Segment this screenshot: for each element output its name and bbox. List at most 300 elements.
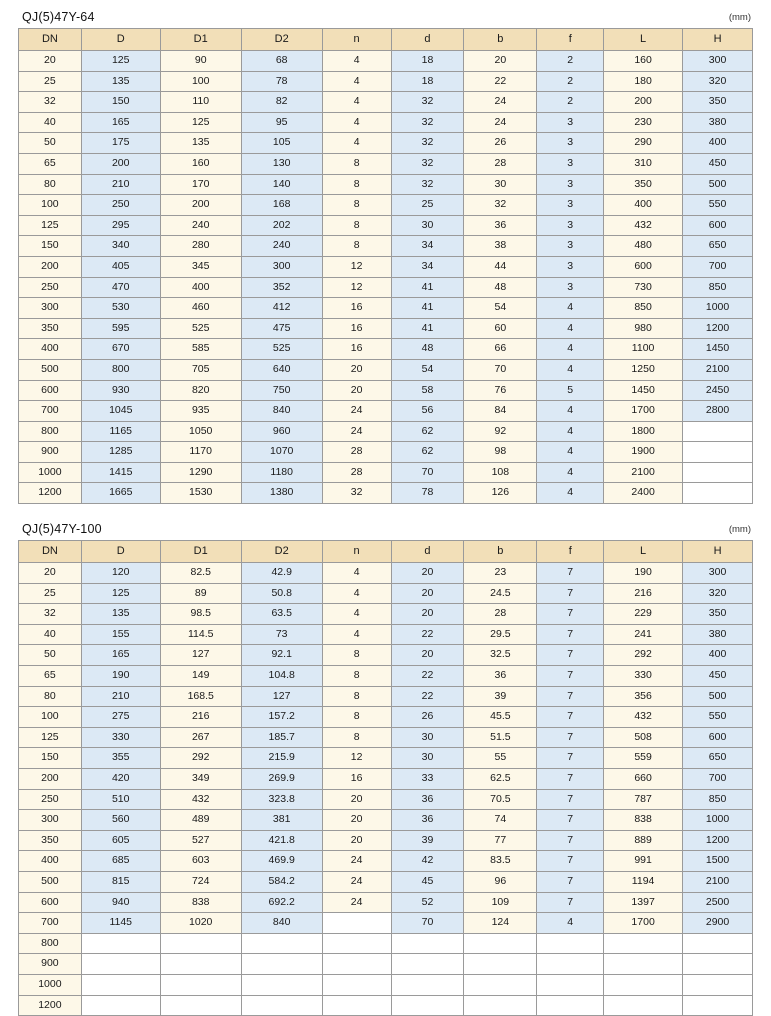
table-cell: 73 — [241, 624, 322, 645]
table-cell: 125 — [160, 112, 241, 133]
table-cell: 2 — [537, 92, 604, 113]
table-row — [19, 933, 753, 954]
table-cell: 82 — [241, 92, 322, 113]
table-cell: 4 — [322, 92, 391, 113]
table-cell: 4 — [322, 583, 391, 604]
table-cell: 489 — [160, 810, 241, 831]
table-cell: 7 — [537, 624, 604, 645]
table-cell: 50.8 — [241, 583, 322, 604]
table-cell: 3 — [537, 256, 604, 277]
table-cell — [391, 974, 464, 995]
row-dn-cell: 800 — [19, 933, 82, 954]
table-cell: 323.8 — [241, 789, 322, 810]
table-cell: 7 — [537, 789, 604, 810]
table-cell: 135 — [81, 604, 160, 625]
table-cell: 83.5 — [464, 851, 537, 872]
table-row — [19, 892, 753, 913]
row-dn-cell: 500 — [19, 871, 82, 892]
table-cell: 185.7 — [241, 727, 322, 748]
table-cell: 33 — [391, 769, 464, 790]
table-cell: 2 — [537, 51, 604, 72]
table-cell: 450 — [683, 666, 753, 687]
section-header-64 — [18, 10, 753, 28]
table-cell — [81, 974, 160, 995]
table-cell: 4 — [537, 483, 604, 504]
table-cell: 98 — [464, 442, 537, 463]
table-cell: 63.5 — [241, 604, 322, 625]
table-cell: 292 — [160, 748, 241, 769]
table-cell: 8 — [322, 236, 391, 257]
table-cell — [464, 995, 537, 1016]
table-cell: 18 — [391, 51, 464, 72]
table-cell: 110 — [160, 92, 241, 113]
table-cell — [537, 995, 604, 1016]
table-cell: 7 — [537, 686, 604, 707]
table-cell — [604, 974, 683, 995]
table-cell: 180 — [604, 71, 683, 92]
table-cell: 320 — [683, 583, 753, 604]
table-row — [19, 810, 753, 831]
table-cell: 170 — [160, 174, 241, 195]
row-dn-cell: 80 — [19, 686, 82, 707]
table-cell: 1800 — [604, 421, 683, 442]
table-cell: 20 — [391, 645, 464, 666]
table-cell: 3 — [537, 195, 604, 216]
table-cell: 36 — [391, 789, 464, 810]
table-cell: 140 — [241, 174, 322, 195]
table-cell: 420 — [81, 769, 160, 790]
table-cell: 34 — [391, 236, 464, 257]
table-body-64 — [19, 51, 753, 504]
table-cell: 22 — [391, 686, 464, 707]
table-cell: 560 — [81, 810, 160, 831]
row-dn-cell: 50 — [19, 645, 82, 666]
table-row — [19, 624, 753, 645]
column-header: f — [537, 541, 604, 563]
table-cell: 120 — [81, 563, 160, 584]
table-cell — [683, 462, 753, 483]
table-cell: 20 — [322, 789, 391, 810]
table-cell: 2450 — [683, 380, 753, 401]
table-cell: 400 — [160, 277, 241, 298]
table-cell: 4 — [537, 318, 604, 339]
table-cell: 216 — [604, 583, 683, 604]
table-cell: 4 — [322, 51, 391, 72]
table-cell: 8 — [322, 727, 391, 748]
table-cell: 70 — [391, 462, 464, 483]
table-cell: 41 — [391, 277, 464, 298]
table-cell: 730 — [604, 277, 683, 298]
table-row — [19, 769, 753, 790]
column-header: L — [604, 29, 683, 51]
table-cell: 20 — [391, 563, 464, 584]
row-dn-cell: 25 — [19, 71, 82, 92]
row-dn-cell: 400 — [19, 339, 82, 360]
table-cell: 70.5 — [464, 789, 537, 810]
table-row — [19, 748, 753, 769]
table-cell: 20 — [322, 830, 391, 851]
table-cell: 705 — [160, 359, 241, 380]
table-cell: 20 — [391, 583, 464, 604]
table-head — [19, 29, 753, 51]
row-dn-cell: 900 — [19, 442, 82, 463]
table-cell: 380 — [683, 624, 753, 645]
table-cell: 39 — [391, 830, 464, 851]
column-header: n — [322, 29, 391, 51]
table-cell: 2100 — [683, 871, 753, 892]
table-cell: 5 — [537, 380, 604, 401]
table-cell: 74 — [464, 810, 537, 831]
table-cell — [604, 933, 683, 954]
table-cell: 20 — [322, 380, 391, 401]
table-cell: 96 — [464, 871, 537, 892]
table-head — [19, 541, 753, 563]
table-cell: 8 — [322, 195, 391, 216]
table-cell: 480 — [604, 236, 683, 257]
row-dn-cell: 150 — [19, 236, 82, 257]
table-cell: 2900 — [683, 913, 753, 934]
table-cell: 104.8 — [241, 666, 322, 687]
table-cell — [683, 421, 753, 442]
table-cell: 68 — [241, 51, 322, 72]
row-dn-cell: 100 — [19, 707, 82, 728]
table-cell: 135 — [81, 71, 160, 92]
row-dn-cell: 40 — [19, 624, 82, 645]
table-cell: 500 — [683, 174, 753, 195]
table-cell: 432 — [604, 707, 683, 728]
table-cell: 1415 — [81, 462, 160, 483]
table-row — [19, 92, 753, 113]
table-cell: 160 — [160, 153, 241, 174]
table-cell — [604, 954, 683, 975]
table-cell — [322, 954, 391, 975]
table-cell: 16 — [322, 769, 391, 790]
table-cell: 125 — [81, 583, 160, 604]
section-title-64: QJ(5)47Y-64 — [22, 10, 95, 24]
table-cell — [537, 954, 604, 975]
table-cell: 4 — [322, 112, 391, 133]
table-cell: 530 — [81, 298, 160, 319]
table-cell: 51.5 — [464, 727, 537, 748]
row-dn-cell: 600 — [19, 892, 82, 913]
table-cell: 280 — [160, 236, 241, 257]
table-cell: 16 — [322, 339, 391, 360]
table-cell: 1380 — [241, 483, 322, 504]
table-cell: 114.5 — [160, 624, 241, 645]
row-dn-cell: 700 — [19, 401, 82, 422]
table-cell: 2100 — [604, 462, 683, 483]
unit-note-64: (mm) — [728, 12, 751, 23]
table-cell: 595 — [81, 318, 160, 339]
column-header: H — [683, 29, 753, 51]
table-cell: 36 — [391, 810, 464, 831]
table-cell: 840 — [241, 913, 322, 934]
table-cell: 527 — [160, 830, 241, 851]
table-cell: 200 — [160, 195, 241, 216]
table-cell: 600 — [604, 256, 683, 277]
table-cell: 4 — [537, 401, 604, 422]
table-cell: 381 — [241, 810, 322, 831]
table-cell: 4 — [537, 298, 604, 319]
table-cell: 4 — [537, 462, 604, 483]
table-cell: 70 — [464, 359, 537, 380]
table-cell: 48 — [391, 339, 464, 360]
table-row — [19, 112, 753, 133]
table-cell: 320 — [683, 71, 753, 92]
table-cell: 149 — [160, 666, 241, 687]
table-cell: 70 — [391, 913, 464, 934]
table-row — [19, 71, 753, 92]
table-row — [19, 604, 753, 625]
table-cell: 3 — [537, 112, 604, 133]
table-cell: 32 — [391, 153, 464, 174]
table-cell: 815 — [81, 871, 160, 892]
table-cell: 600 — [683, 727, 753, 748]
table-cell: 36 — [464, 215, 537, 236]
row-dn-cell: 32 — [19, 92, 82, 113]
table-cell: 8 — [322, 215, 391, 236]
table-cell: 24 — [322, 401, 391, 422]
table-cell: 92.1 — [241, 645, 322, 666]
table-cell: 525 — [241, 339, 322, 360]
table-cell: 16 — [322, 318, 391, 339]
table-row — [19, 277, 753, 298]
row-dn-cell: 800 — [19, 421, 82, 442]
table-cell: 510 — [81, 789, 160, 810]
table-cell: 230 — [604, 112, 683, 133]
table-cell: 126 — [464, 483, 537, 504]
table-cell: 3 — [537, 236, 604, 257]
table-cell — [537, 933, 604, 954]
table-row — [19, 727, 753, 748]
table-cell: 350 — [604, 174, 683, 195]
table-row — [19, 401, 753, 422]
table-cell: 135 — [160, 133, 241, 154]
table-cell: 3 — [537, 153, 604, 174]
table-cell: 124 — [464, 913, 537, 934]
table-cell — [160, 933, 241, 954]
table-cell: 692.2 — [241, 892, 322, 913]
table-cell — [322, 933, 391, 954]
table-row — [19, 298, 753, 319]
table-cell: 670 — [81, 339, 160, 360]
table-cell: 1290 — [160, 462, 241, 483]
table-cell — [81, 995, 160, 1016]
table-cell — [160, 974, 241, 995]
table-cell: 62.5 — [464, 769, 537, 790]
spec-section-64 — [18, 10, 753, 504]
table-cell: 24 — [464, 92, 537, 113]
table-cell: 600 — [683, 215, 753, 236]
table-cell: 660 — [604, 769, 683, 790]
table-cell: 350 — [683, 604, 753, 625]
table-cell: 1170 — [160, 442, 241, 463]
row-dn-cell: 65 — [19, 153, 82, 174]
table-cell: 32 — [391, 92, 464, 113]
table-cell: 300 — [683, 563, 753, 584]
column-header: b — [464, 29, 537, 51]
column-header: f — [537, 29, 604, 51]
table-cell — [391, 933, 464, 954]
table-row — [19, 215, 753, 236]
table-cell: 210 — [81, 686, 160, 707]
table-cell: 500 — [683, 686, 753, 707]
table-row — [19, 645, 753, 666]
row-dn-cell: 300 — [19, 298, 82, 319]
table-cell: 838 — [160, 892, 241, 913]
table-cell: 32 — [391, 174, 464, 195]
table-cell: 940 — [81, 892, 160, 913]
table-cell: 12 — [322, 277, 391, 298]
row-dn-cell: 500 — [19, 359, 82, 380]
row-dn-cell: 250 — [19, 277, 82, 298]
table-cell: 4 — [322, 563, 391, 584]
table-cell: 52 — [391, 892, 464, 913]
table-cell: 82.5 — [160, 563, 241, 584]
table-cell: 2800 — [683, 401, 753, 422]
table-cell — [81, 933, 160, 954]
table-cell: 54 — [391, 359, 464, 380]
table-cell — [322, 913, 391, 934]
table-cell: 30 — [391, 727, 464, 748]
table-cell: 1285 — [81, 442, 160, 463]
table-cell — [464, 974, 537, 995]
table-cell: 470 — [81, 277, 160, 298]
table-cell: 7 — [537, 851, 604, 872]
table-cell: 3 — [537, 215, 604, 236]
table-cell — [81, 954, 160, 975]
table-cell: 8 — [322, 174, 391, 195]
table-cell — [683, 954, 753, 975]
table-cell: 1180 — [241, 462, 322, 483]
table-cell: 345 — [160, 256, 241, 277]
column-header: H — [683, 541, 753, 563]
table-cell: 7 — [537, 892, 604, 913]
table-cell: 3 — [537, 174, 604, 195]
table-cell: 18 — [391, 71, 464, 92]
table-cell: 54 — [464, 298, 537, 319]
table-cell: 400 — [683, 645, 753, 666]
table-cell: 168 — [241, 195, 322, 216]
table-cell: 340 — [81, 236, 160, 257]
table-cell: 1500 — [683, 851, 753, 872]
row-dn-cell: 1200 — [19, 483, 82, 504]
table-cell: 7 — [537, 830, 604, 851]
table-cell: 1165 — [81, 421, 160, 442]
table-cell: 585 — [160, 339, 241, 360]
table-cell: 58 — [391, 380, 464, 401]
table-cell: 22 — [464, 71, 537, 92]
table-cell — [537, 974, 604, 995]
table-cell: 460 — [160, 298, 241, 319]
table-row — [19, 666, 753, 687]
table-cell: 2 — [537, 71, 604, 92]
row-dn-cell: 1200 — [19, 995, 82, 1016]
table-cell: 640 — [241, 359, 322, 380]
row-dn-cell: 300 — [19, 810, 82, 831]
table-cell: 32 — [464, 195, 537, 216]
table-cell: 4 — [537, 421, 604, 442]
column-header: D — [81, 29, 160, 51]
table-cell: 2100 — [683, 359, 753, 380]
table-cell: 200 — [604, 92, 683, 113]
table-cell: 32.5 — [464, 645, 537, 666]
table-row — [19, 236, 753, 257]
row-dn-cell: 20 — [19, 563, 82, 584]
table-cell: 241 — [604, 624, 683, 645]
table-cell: 24.5 — [464, 583, 537, 604]
table-cell: 100 — [160, 71, 241, 92]
table-cell: 7 — [537, 707, 604, 728]
table-cell: 62 — [391, 421, 464, 442]
table-cell: 508 — [604, 727, 683, 748]
table-row — [19, 563, 753, 584]
column-header: D — [81, 541, 160, 563]
table-cell: 1000 — [683, 298, 753, 319]
table-cell: 356 — [604, 686, 683, 707]
table-cell: 7 — [537, 810, 604, 831]
table-cell: 30 — [391, 748, 464, 769]
table-cell: 1250 — [604, 359, 683, 380]
table-cell: 4 — [322, 604, 391, 625]
table-cell: 7 — [537, 871, 604, 892]
spec-table-100 — [18, 540, 753, 1016]
column-header: DN — [19, 541, 82, 563]
row-dn-cell: 65 — [19, 666, 82, 687]
row-dn-cell: 700 — [19, 913, 82, 934]
row-dn-cell: 32 — [19, 604, 82, 625]
row-dn-cell: 20 — [19, 51, 82, 72]
table-cell: 98.5 — [160, 604, 241, 625]
table-cell: 210 — [81, 174, 160, 195]
table-cell: 1665 — [81, 483, 160, 504]
table-cell: 29.5 — [464, 624, 537, 645]
table-cell: 66 — [464, 339, 537, 360]
table-cell: 1194 — [604, 871, 683, 892]
table-row — [19, 483, 753, 504]
table-cell: 432 — [604, 215, 683, 236]
table-cell: 1900 — [604, 442, 683, 463]
table-cell: 250 — [81, 195, 160, 216]
table-cell: 28 — [322, 462, 391, 483]
table-cell: 125 — [81, 51, 160, 72]
section-header-100 — [18, 522, 753, 540]
table-cell: 930 — [81, 380, 160, 401]
table-cell: 2400 — [604, 483, 683, 504]
table-cell: 20 — [322, 359, 391, 380]
row-dn-cell: 200 — [19, 256, 82, 277]
table-row — [19, 174, 753, 195]
table-cell: 165 — [81, 645, 160, 666]
row-dn-cell: 400 — [19, 851, 82, 872]
table-cell — [604, 995, 683, 1016]
table-cell: 34 — [391, 256, 464, 277]
table-cell: 7 — [537, 563, 604, 584]
table-row — [19, 318, 753, 339]
table-cell: 240 — [160, 215, 241, 236]
table-cell: 1450 — [604, 380, 683, 401]
table-cell: 32 — [391, 133, 464, 154]
table-cell: 787 — [604, 789, 683, 810]
table-cell: 349 — [160, 769, 241, 790]
column-header: D2 — [241, 541, 322, 563]
table-cell: 229 — [604, 604, 683, 625]
table-cell: 352 — [241, 277, 322, 298]
column-header: D2 — [241, 29, 322, 51]
table-cell: 750 — [241, 380, 322, 401]
table-cell: 155 — [81, 624, 160, 645]
table-cell: 89 — [160, 583, 241, 604]
